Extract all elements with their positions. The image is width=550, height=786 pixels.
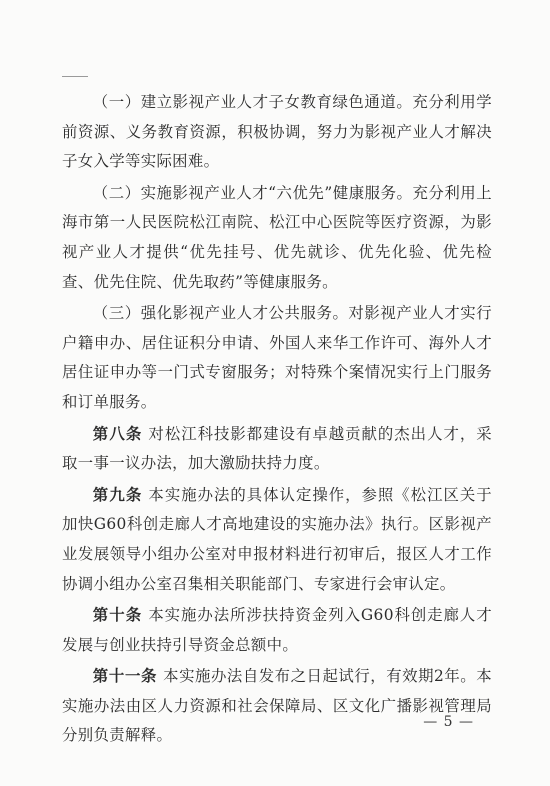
- article-label: 第九条: [92, 485, 143, 504]
- paragraph-text: （一）建立影视产业人才子女教育绿色通道。充分利用学前资源、义务教育资源，积极协调，努力为影视产业人才解决子女入学等实际困难。: [62, 93, 492, 171]
- article-label: 第十一条: [92, 667, 158, 686]
- article-9: [62, 481, 492, 599]
- article-11: [62, 662, 492, 751]
- document-body: [62, 88, 492, 751]
- paragraph-text: 本实施办法所涉扶持资金列入G60科创走廊人才发展与创业扶持引导资金总额中。: [62, 606, 492, 654]
- article-label: 第八条: [92, 424, 143, 443]
- paragraph-public-services: [62, 299, 492, 417]
- paragraph-text: （三）强化影视产业人才公共服务。对影视产业人才实行户籍申办、居住证积分申请、外国人来华工作许可、海外人才居住证申办等一门式专窗服务；对特殊个案情况实行上门服务和订单服务。: [62, 304, 492, 411]
- page-number: — 5 —: [423, 714, 474, 730]
- article-label: 第十条: [92, 606, 143, 625]
- paragraph-text: 本实施办法的具体认定操作，参照《松江区关于加快G60科创走廊人才高地建设的实施办法》执行。区影视产业发展领导小组办公室对申报材料进行初审后，报区人才工作协调小组办公室召集相关职能部门、专家进行会审认定。: [62, 485, 492, 593]
- paragraph-education-channel: [62, 88, 492, 177]
- article-10: [62, 601, 492, 660]
- paragraph-text: 本实施办法自发布之日起试行，有效期2年。本实施办法由区人力资源和社会保障局、区文化广播影视管理局分别负责解释。: [62, 667, 492, 745]
- paragraph-health-services: [62, 179, 492, 297]
- article-8: [62, 420, 492, 479]
- top-divider: [62, 76, 88, 77]
- paragraph-text: 对松江科技影都建设有卓越贡献的杰出人才，采取一事一议办法，加大激励扶持力度。: [62, 424, 492, 473]
- paragraph-text: （二）实施影视产业人才“六优先”健康服务。充分利用上海市第一人民医院松江南院、松江中心医院等医疗资源，为影视产业人才提供“优先挂号、优先就诊、优先化验、优先检查、优先住院、优先取药”等健康服务。: [62, 183, 492, 291]
